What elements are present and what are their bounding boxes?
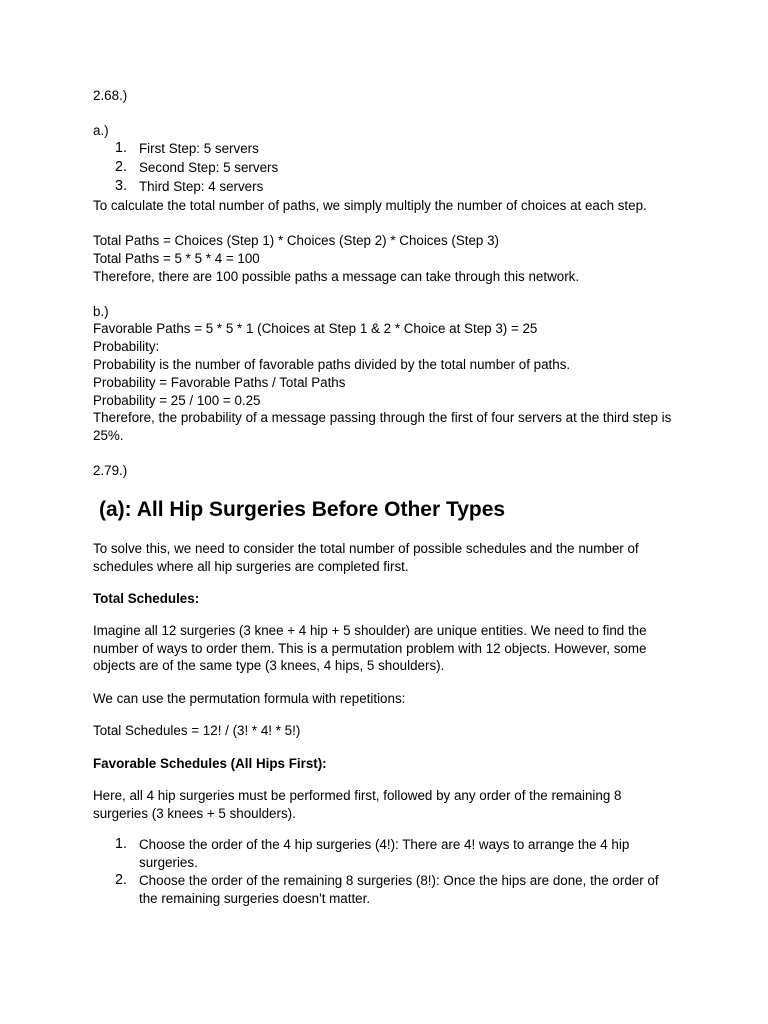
paragraph: To calculate the total number of paths, we simply multiply the number of choices at each step. [93,198,647,213]
paragraph: Probability = Favorable Paths / Total Paths [93,375,346,390]
list-item [93,178,673,196]
list-item [93,159,673,177]
paragraph: Probability: [93,339,160,354]
list-number: 2. [115,159,128,175]
list-number: 1. [115,836,128,852]
paragraph: Therefore, the probability of a message passing through the first of four servers at the third step is 25%. [93,410,672,443]
paragraph: Total Paths = 5 * 5 * 4 = 100 [93,251,260,266]
section-heading: (a): All Hip Surgeries Before Other Types [99,498,506,521]
part-a-label: a.) [93,123,109,138]
paragraph: Favorable Paths = 5 * 5 * 1 (Choices at Step 1 & 2 * Choice at Step 3) = 25 [93,321,538,336]
paragraph: Probability is the number of favorable paths divided by the total number of paths. [93,357,571,372]
list-number: 2. [115,872,128,888]
paragraph: Therefore, there are 100 possible paths a message can take through this network. [93,269,580,284]
part-b-label: b.) [93,304,109,319]
paragraph: Here, all 4 hip surgeries must be performed first, followed by any order of the remaining 8 surgeries (3 knees + 5 shoulders). [93,788,622,821]
paragraph: Probability = 25 / 100 = 0.25 [93,393,261,408]
list-number: 3. [115,178,128,194]
subheading-total-schedules: Total Schedules: [93,591,200,606]
list-number: 1. [115,140,128,156]
list-item [93,836,673,871]
subheading-favorable-schedules: Favorable Schedules (All Hips First): [93,756,327,771]
list-text: First Step: 5 servers [139,141,259,156]
list-text: Third Step: 4 servers [139,179,264,194]
list-text: Choose the order of the remaining 8 surgeries (8!): Once the hips are done, the order of the remaining surgeries doesn't matter. [139,873,659,906]
list-text: Choose the order of the 4 hip surgeries (4!): There are 4! ways to arrange the 4 hip surgeries. [139,837,630,870]
paragraph: Imagine all 12 surgeries (3 knee + 4 hip + 5 shoulder) are unique entities. We need to find the number of ways to order them. This is a permutation problem with 12 objects. However, some objects are of the same type (3 knees, 4 hips, 5 shoulders). [93,623,647,674]
formula: Total Schedules = 12! / (3! * 4! * 5!) [93,723,301,738]
paragraph: To solve this, we need to consider the total number of possible schedules and the number of schedules where all hip surgeries are completed first. [93,541,639,574]
list-item [93,140,673,158]
list-item [93,872,673,907]
question-number-2-79: 2.79.) [93,463,128,478]
question-number-2-68: 2.68.) [93,88,128,103]
paragraph: We can use the permutation formula with repetitions: [93,691,406,706]
paragraph: Total Paths = Choices (Step 1) * Choices (Step 2) * Choices (Step 3) [93,233,500,248]
list-text: Second Step: 5 servers [139,160,279,175]
